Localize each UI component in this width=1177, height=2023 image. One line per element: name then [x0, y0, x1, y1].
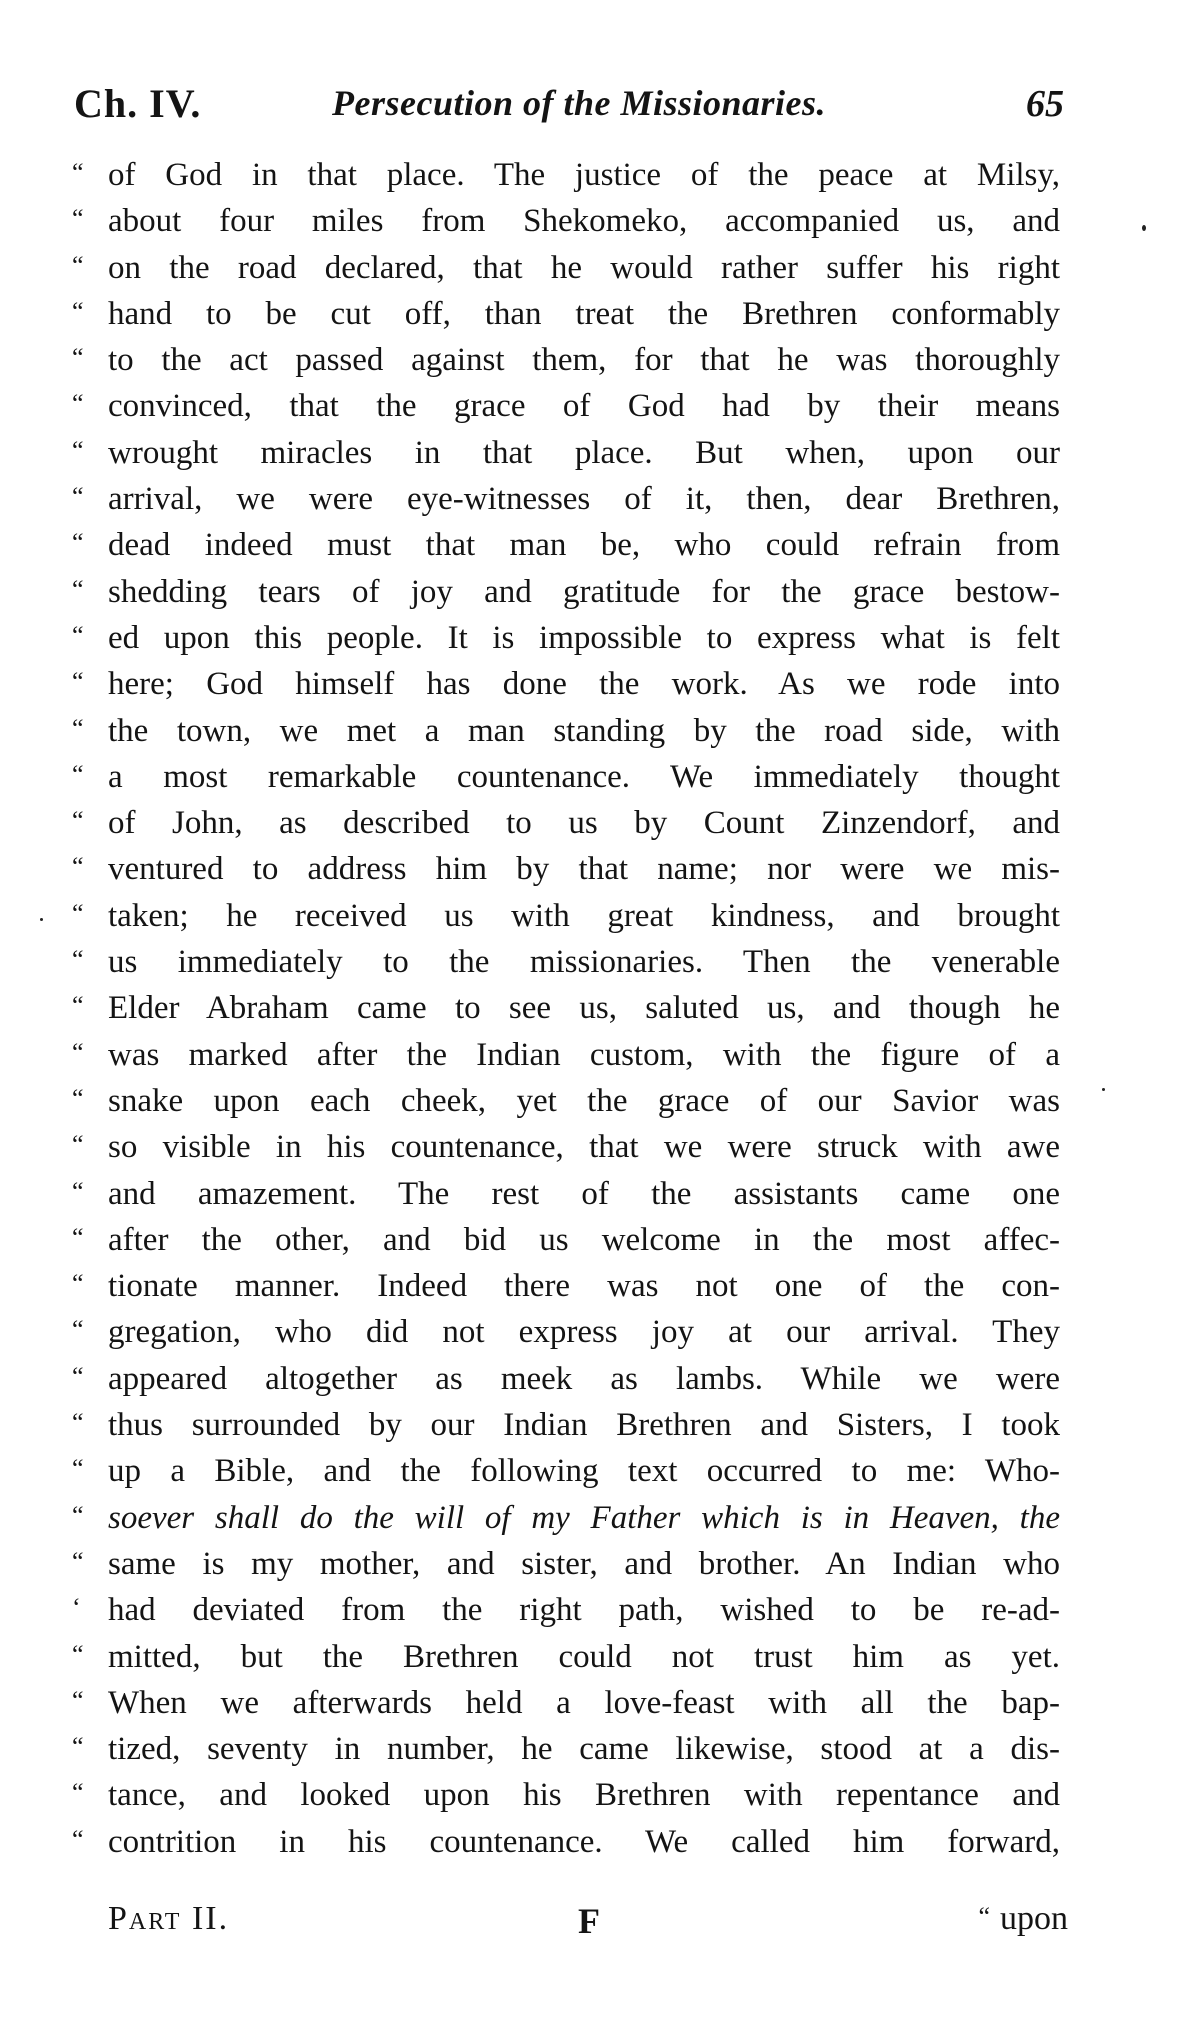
text-line	[72, 706, 1062, 752]
line-text: a most remarkable countenance. We immediately thought	[108, 758, 1060, 795]
line-text: and amazement. The rest of the assistants came one	[108, 1175, 1060, 1212]
text-line	[72, 1632, 1062, 1678]
line-quote-mark: “	[72, 435, 84, 465]
text-line	[72, 844, 1062, 890]
chapter-label: Ch. IV.	[74, 81, 202, 126]
line-quote-mark: “	[72, 620, 84, 650]
text-line	[72, 474, 1062, 520]
line-text: thus surrounded by our Indian Brethren and Sisters, I took	[108, 1407, 1060, 1444]
text-line	[72, 289, 1062, 335]
line-quote-mark: “	[72, 1037, 84, 1067]
text-line	[72, 937, 1062, 983]
text-line	[72, 1215, 1062, 1261]
text-line	[72, 1261, 1062, 1307]
line-quote-mark: “	[72, 528, 84, 558]
text-line	[72, 335, 1062, 381]
line-text: the town, we met a man standing by the road side, with	[108, 712, 1060, 749]
line-text: was marked after the Indian custom, with the figure of a	[108, 1036, 1060, 1073]
line-quote-mark: “	[72, 806, 84, 836]
line-quote-mark: “	[72, 1824, 84, 1854]
text-line	[72, 1770, 1062, 1816]
line-text: appeared altogether as meek as lambs. While we were	[108, 1360, 1060, 1397]
line-text: here; God himself has done the work. As we rode into	[108, 666, 1060, 703]
text-line	[72, 1724, 1062, 1770]
line-text: of God in that place. The justice of the peace at Milsy,	[108, 157, 1060, 193]
line-quote-mark: “	[72, 1454, 84, 1484]
line-quote-mark: “	[72, 482, 84, 512]
text-line	[72, 1076, 1062, 1122]
text-line	[72, 520, 1062, 566]
line-quote-mark: “	[72, 1778, 84, 1808]
text-line	[72, 1354, 1062, 1400]
line-text: so visible in his countenance, that we were struck with awe	[108, 1129, 1060, 1166]
line-text: tance, and looked upon his Brethren with repentance and	[108, 1777, 1060, 1814]
line-text: wrought miracles in that place. But when, upon our	[108, 434, 1060, 471]
line-quote-mark: “	[72, 343, 84, 373]
line-quote-mark: “	[72, 1408, 84, 1438]
line-text: hand to be cut off, than treat the Brethren conformably	[108, 295, 1060, 332]
line-quote-mark: “	[72, 1361, 84, 1391]
text-line	[72, 1678, 1062, 1724]
line-text: same is my mother, and sister, and brother. An Indian who	[108, 1545, 1060, 1582]
line-text: up a Bible, and the following text occurred to me: Who-	[108, 1453, 1060, 1490]
text-line	[72, 150, 1062, 196]
line-text: convinced, that the grace of God had by their means	[108, 388, 1060, 425]
line-quote-mark: “	[72, 991, 84, 1021]
catchword-text: upon	[1000, 1900, 1068, 1937]
text-line	[72, 1400, 1062, 1446]
text-line	[72, 798, 1062, 844]
page-header	[74, 70, 1064, 130]
line-quote-mark: “	[72, 250, 84, 280]
line-text: on the road declared, that he would rather suffer his right	[108, 249, 1060, 286]
line-text: contrition in his countenance. We called him forward,	[108, 1823, 1060, 1860]
text-line	[72, 428, 1062, 474]
line-text: had deviated from the right path, wished to be re-ad-	[108, 1592, 1060, 1629]
line-text: ventured to address him by that name; nor were we mis-	[108, 851, 1060, 888]
page-footer	[108, 1900, 1068, 1960]
line-text: Elder Abraham came to see us, saluted us, and though he	[108, 990, 1060, 1027]
line-quote-mark: “	[72, 759, 84, 789]
line-text: taken; he received us with great kindness, and brought	[108, 897, 1060, 934]
part-label: Part II.	[108, 1900, 230, 1937]
line-quote-mark: “	[72, 852, 84, 882]
line-quote-mark: “	[72, 158, 84, 187]
text-line	[72, 196, 1062, 242]
text-line	[72, 891, 1062, 937]
line-text: us immediately to the missionaries. Then the venerable	[108, 944, 1060, 981]
line-quote-mark: “	[72, 1500, 84, 1530]
line-quote-mark: “	[72, 1315, 84, 1345]
line-text-italic: soever shall do the will of my Father which is in Heaven, the	[108, 1499, 1060, 1536]
line-text: after the other, and bid us welcome in the most affec-	[108, 1221, 1060, 1258]
line-text: to the act passed against them, for that he was thoroughly	[108, 342, 1060, 379]
line-quote-mark: “	[72, 945, 84, 975]
line-quote-mark: “	[72, 204, 84, 234]
line-text: arrival, we were eye-witnesses of it, then, dear Brethren,	[108, 481, 1060, 518]
line-quote-mark: “	[72, 1546, 84, 1576]
line-quote-mark: “	[72, 898, 84, 928]
text-line	[72, 1585, 1062, 1631]
line-quote-mark: “	[72, 1269, 84, 1299]
text-line	[72, 1169, 1062, 1215]
text-line	[72, 243, 1062, 289]
catchword	[978, 1900, 1068, 1938]
text-line	[72, 381, 1062, 427]
text-line	[72, 983, 1062, 1029]
line-quote-mark: “	[72, 389, 84, 419]
text-line	[72, 1030, 1062, 1076]
page-number: 65	[1026, 83, 1064, 125]
line-text: gregation, who did not express joy at our arrival. They	[108, 1314, 1060, 1351]
ink-speck	[1142, 225, 1146, 231]
line-text: ed upon this people. It is impossible to express what is felt	[108, 619, 1060, 656]
line-quote-mark: “	[72, 713, 84, 743]
line-text: dead indeed must that man be, who could refrain from	[108, 527, 1060, 564]
text-line	[72, 613, 1062, 659]
line-text: snake upon each cheek, yet the grace of our Savior was	[108, 1082, 1060, 1119]
line-text: tionate manner. Indeed there was not one of the con-	[108, 1268, 1060, 1305]
line-quote-mark: “	[72, 1176, 84, 1206]
line-quote-mark: “	[72, 1732, 84, 1762]
line-quote-mark: “	[72, 574, 84, 604]
line-quote-mark: “	[72, 1083, 84, 1113]
text-line	[72, 659, 1062, 705]
line-text: about four miles from Shekomeko, accompanied us, and	[108, 203, 1060, 240]
running-title: Persecution of the Missionaries.	[332, 83, 827, 123]
text-line	[72, 752, 1062, 798]
line-text: When we afterwards held a love-feast with all the bap-	[108, 1684, 1060, 1721]
line-quote-mark: “	[72, 667, 84, 697]
line-quote-mark: “	[72, 1639, 84, 1669]
line-text: mitted, but the Brethren could not trust him as yet.	[108, 1638, 1060, 1675]
text-line	[72, 1307, 1062, 1353]
line-text: shedding tears of joy and gratitude for the grace bestow-	[108, 573, 1060, 610]
text-line	[72, 1539, 1062, 1585]
line-quote-mark: “	[72, 296, 84, 326]
line-quote-mark: ‘	[72, 1593, 81, 1623]
text-line	[72, 1817, 1062, 1863]
ink-speck	[40, 918, 43, 921]
text-line	[72, 567, 1062, 613]
body-text	[72, 150, 1072, 1863]
text-line	[72, 1446, 1062, 1492]
ink-speck	[1102, 1088, 1105, 1091]
text-line	[72, 1493, 1062, 1539]
line-text: tized, seventy in number, he came likewise, stood at a dis-	[108, 1731, 1060, 1768]
line-quote-mark: “	[72, 1130, 84, 1160]
text-line	[72, 1122, 1062, 1168]
catchword-quote-mark: “	[978, 1902, 990, 1931]
line-text: of John, as described to us by Count Zinzendorf, and	[108, 805, 1060, 842]
line-quote-mark: “	[72, 1685, 84, 1715]
signature-mark: F	[578, 1901, 600, 1941]
line-quote-mark: “	[72, 1222, 84, 1252]
